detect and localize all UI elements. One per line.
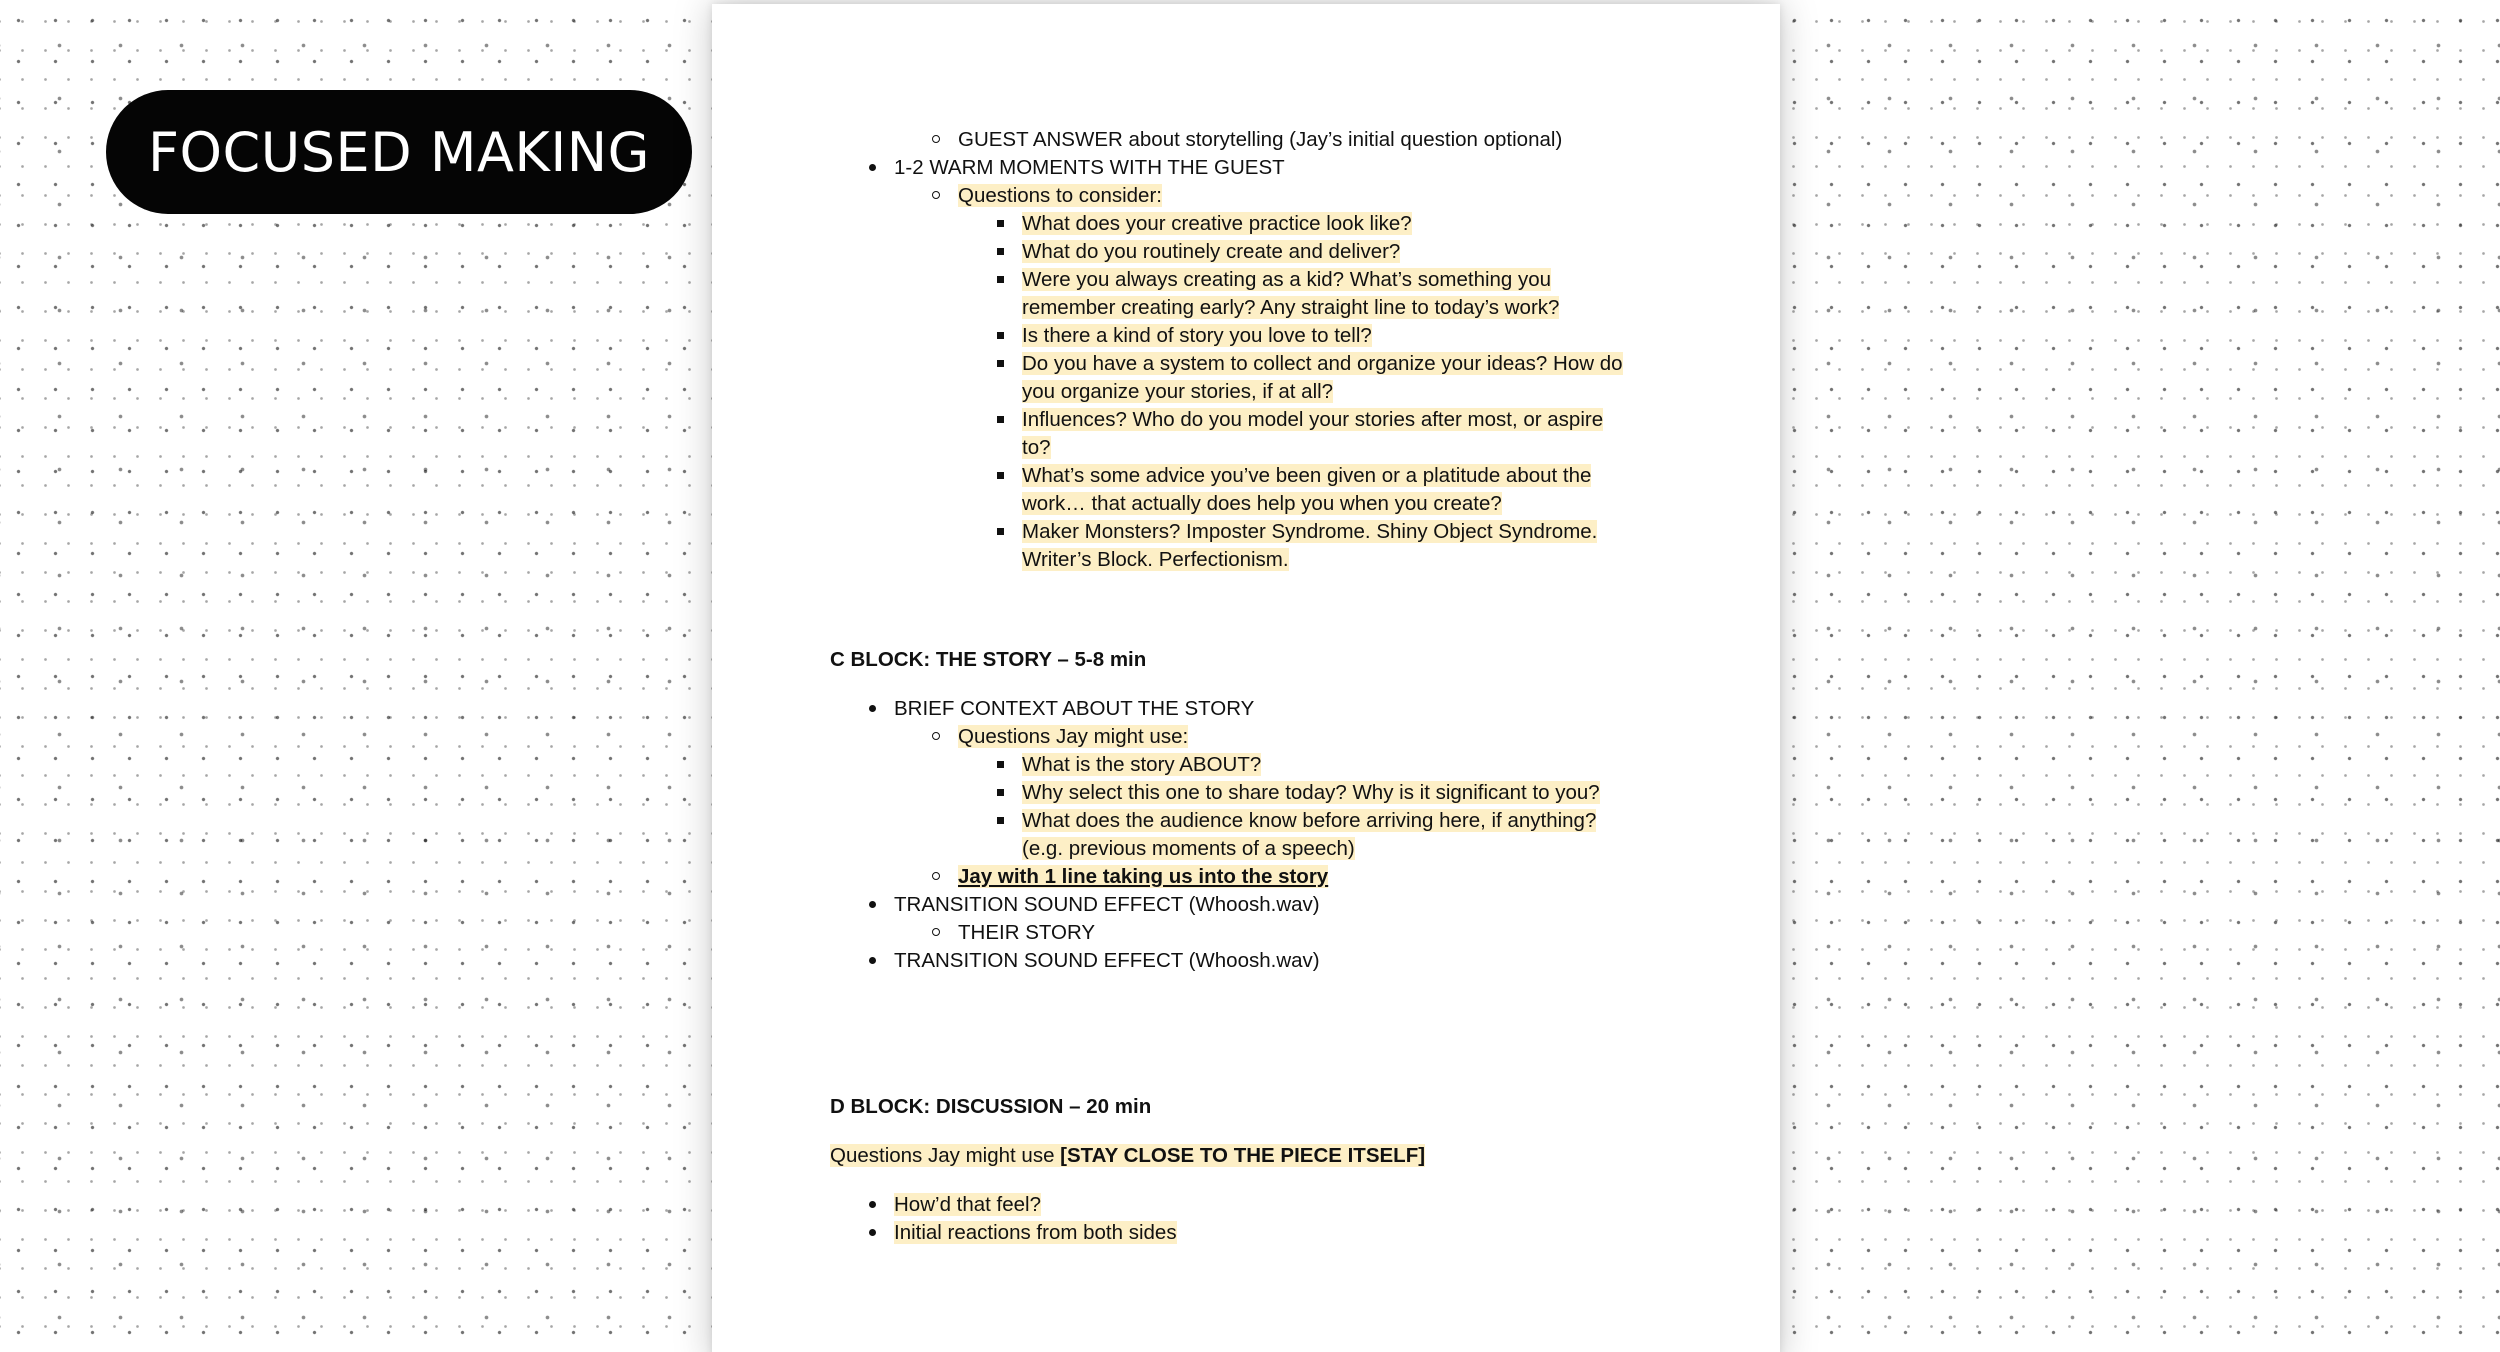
bullet-icon: [860, 947, 884, 975]
hollow-bullet-icon: [924, 863, 948, 891]
list-item-jay-line: Jay with 1 line taking us into the story: [830, 863, 1670, 891]
list-item-questions-to-consider: Questions to consider:: [830, 182, 1670, 210]
list-item-their-story: THEIR STORY: [830, 919, 1670, 947]
list-item-question: What is the story ABOUT?: [830, 751, 1642, 779]
hollow-bullet-icon: [924, 723, 948, 751]
list-item-question: Maker Monsters? Imposter Syndrome. Shiny Object Syndrome. Writer’s Block. Perfectionism.: [830, 518, 1634, 574]
square-bullet-icon: [988, 406, 1012, 434]
list-item-question: Do you have a system to collect and organize your ideas? How do you organize your stories, if at all?: [830, 350, 1652, 406]
square-bullet-icon: [988, 462, 1012, 490]
list-item-question: What does your creative practice look like?: [830, 210, 1622, 238]
bullet-icon: [860, 1191, 884, 1219]
list-item-question: Why select this one to share today? Why is it significant to you?: [830, 779, 1642, 807]
list-item-brief-context: BRIEF CONTEXT ABOUT THE STORY: [830, 695, 1670, 723]
hollow-bullet-icon: [924, 126, 948, 154]
list-item-transition: TRANSITION SOUND EFFECT (Whoosh.wav): [830, 947, 1670, 975]
list-item-question: Is there a kind of story you love to tell?: [830, 322, 1622, 350]
focused-making-badge: [106, 90, 692, 214]
square-bullet-icon: [988, 807, 1012, 835]
badge-label: FOCUSED MAKING: [147, 120, 651, 184]
square-bullet-icon: [988, 779, 1012, 807]
list-item-transition: TRANSITION SOUND EFFECT (Whoosh.wav): [830, 891, 1670, 919]
d-block-questions-label: Questions Jay might use [STAY CLOSE TO THE PIECE ITSELF]: [830, 1144, 1426, 1167]
hollow-bullet-icon: [924, 919, 948, 947]
list-item-question: Were you always creating as a kid? What’s something you remember creating early? Any straight line to today’s work?: [830, 266, 1597, 322]
d-block-heading: D BLOCK: DISCUSSION – 20 min: [830, 1095, 1152, 1118]
list-item-question: What do you routinely create and deliver?: [830, 238, 1622, 266]
square-bullet-icon: [988, 350, 1012, 378]
list-item-question: Influences? Who do you model your stories after most, or aspire to?: [830, 406, 1637, 462]
document-body: [830, 126, 1670, 1247]
list-item-discussion: How’d that feel?: [830, 1191, 1670, 1219]
list-item-questions-jay: Questions Jay might use:: [830, 723, 1670, 751]
bullet-icon: [860, 891, 884, 919]
square-bullet-icon: [988, 210, 1012, 238]
list-item-question: What does the audience know before arriving here, if anything? (e.g. previous moments of a speech): [830, 807, 1632, 863]
document-page: [712, 4, 1780, 1352]
square-bullet-icon: [988, 266, 1012, 294]
list-item-discussion: Initial reactions from both sides: [830, 1219, 1670, 1247]
c-block-heading: C BLOCK: THE STORY – 5-8 min: [830, 648, 1147, 671]
list-item-warm-moments: 1-2 WARM MOMENTS WITH THE GUEST: [830, 154, 1670, 182]
bullet-icon: [860, 1219, 884, 1247]
square-bullet-icon: [988, 322, 1012, 350]
list-item-guest-answer: GUEST ANSWER about storytelling (Jay’s initial question optional): [830, 126, 1670, 154]
square-bullet-icon: [988, 238, 1012, 266]
list-item-question: What’s some advice you’ve been given or a platitude about the work… that actually does help you when you create?: [830, 462, 1630, 518]
square-bullet-icon: [988, 751, 1012, 779]
bullet-icon: [860, 154, 884, 182]
hollow-bullet-icon: [924, 182, 948, 210]
bullet-icon: [860, 695, 884, 723]
square-bullet-icon: [988, 518, 1012, 546]
